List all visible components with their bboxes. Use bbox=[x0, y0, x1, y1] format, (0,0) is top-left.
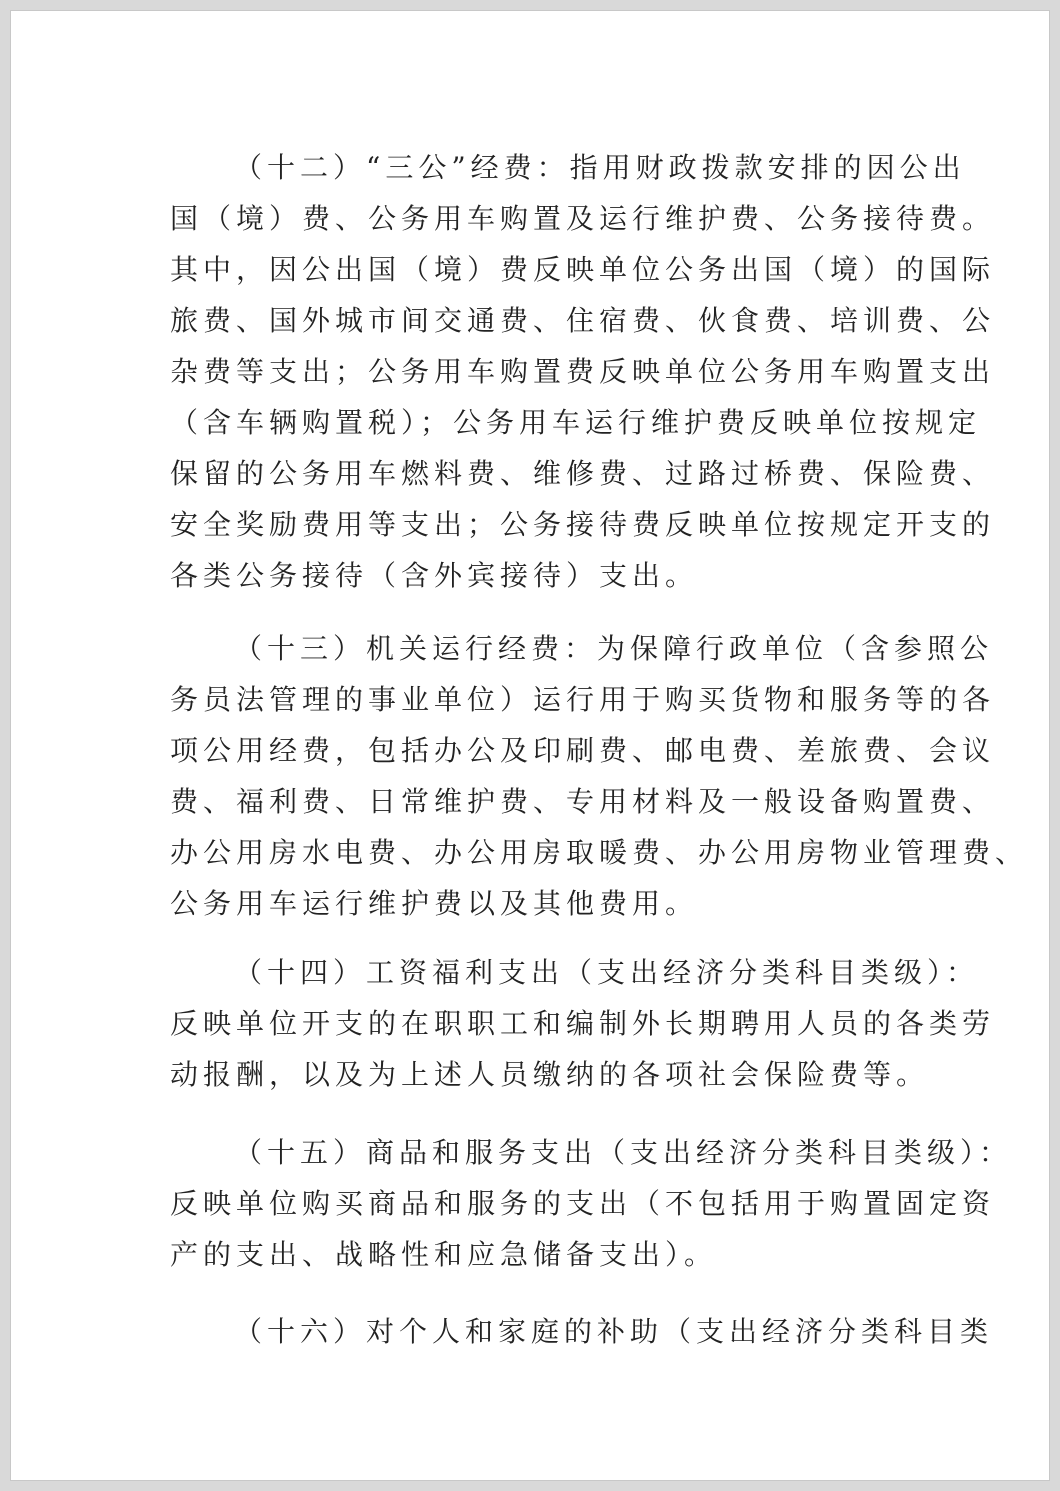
paragraph-line: 反映单位开支的在职职工和编制外长期聘用人员的各类劳 bbox=[170, 1007, 996, 1040]
paragraph-thirteen bbox=[170, 623, 1028, 929]
paragraph-line: 费、福利费、日常维护费、专用材料及一般设备购置费、 bbox=[170, 785, 996, 818]
paragraph-line: 保留的公务用车燃料费、维修费、过路过桥费、保险费、 bbox=[170, 457, 996, 490]
paragraph-line: （含车辆购置税）；公务用车运行维护费反映单位按规定 bbox=[170, 406, 982, 439]
paragraph-line: 各类公务接待（含外宾接待）支出。 bbox=[170, 559, 699, 592]
paragraph-line: 安全奖励费用等支出；公务接待费反映单位按规定开支的 bbox=[170, 508, 996, 541]
paragraph-line: 动报酬，以及为上述人员缴纳的各项社会保险费等。 bbox=[170, 1058, 930, 1091]
paragraph-line: （十四）工资福利支出（支出经济分类科目类级）： bbox=[234, 956, 980, 989]
paragraph-line: （十六）对个人和家庭的补助（支出经济分类科目类 bbox=[234, 1315, 994, 1348]
paragraph-line: 其中，因公出国（境）费反映单位公务出国（境）的国际 bbox=[170, 253, 996, 286]
paragraph-fourteen bbox=[170, 947, 995, 1100]
paragraph-line: （十二）“三公”经费：指用财政拨款安排的因公出 bbox=[234, 151, 966, 184]
paragraph-line: 公务用车运行维护费以及其他费用。 bbox=[170, 887, 699, 920]
paragraph-line: 务员法管理的事业单位）运行用于购买货物和服务等的各 bbox=[170, 683, 996, 716]
paragraph-sixteen bbox=[170, 1306, 993, 1357]
paragraph-line: 反映单位购买商品和服务的支出（不包括用于购置固定资 bbox=[170, 1187, 996, 1220]
paragraph-line: 国（境）费、公务用车购置及运行维护费、公务接待费。 bbox=[170, 202, 996, 235]
paragraph-line: 办公用房水电费、办公用房取暖费、办公用房物业管理费、 bbox=[170, 836, 1029, 869]
paragraph-line: （十五）商品和服务支出（支出经济分类科目类级）： bbox=[234, 1136, 1013, 1169]
document-page bbox=[10, 10, 1050, 1481]
paragraph-line: 项公用经费，包括办公及印刷费、邮电费、差旅费、会议 bbox=[170, 734, 996, 767]
paragraph-twelve bbox=[170, 142, 995, 601]
paragraph-line: 杂费等支出；公务用车购置费反映单位公务用车购置支出 bbox=[170, 355, 996, 388]
paragraph-line: （十三）机关运行经费：为保障行政单位（含参照公 bbox=[234, 632, 994, 665]
paragraph-fifteen bbox=[170, 1127, 1012, 1280]
paragraph-line: 旅费、国外城市间交通费、住宿费、伙食费、培训费、公 bbox=[170, 304, 996, 337]
paragraph-line: 产的支出、战略性和应急储备支出）。 bbox=[170, 1238, 718, 1271]
